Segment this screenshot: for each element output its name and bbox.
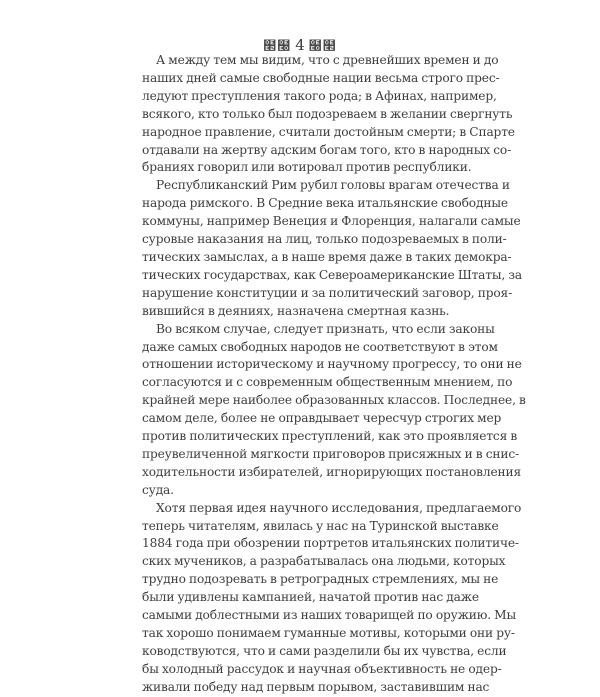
paragraph [142,321,526,500]
text-line: наших дней самые свободные нации весьма строго прес- [142,70,500,85]
text-line: Хотя первая идея научного исследования, предлагаемого [156,500,522,515]
text-line: суда. [142,482,174,497]
text-line: трудно подозревать в ретроградных стремлениях, мы не [142,572,499,587]
text-line: 1884 года при обозрении портретов итальянских политиче- [142,536,519,551]
text-line: против политических преступлений, как это проявляется в [142,429,518,444]
text-line: нарушение конституции и за политический заговор, проя- [142,285,513,300]
ornament-left-icon: ໢໠ [263,39,292,54]
text-line: А между тем мы видим, что с древнейших времен и до [156,53,499,67]
text-line: самыми доблестными из наших товарищей по оружию. Мы [142,608,517,623]
text-line: согласуются и с современным общественным мнением, по [142,375,513,390]
ornament-right-icon: ໠໢ [308,39,337,54]
text-line: были удивлены кампанией, начатой против нас даже [142,590,479,605]
text-line: народное правление, считали достойным смерти; в Спарте [142,124,515,139]
paragraph [142,52,515,177]
text-line: отношении историческому и научному прогрессу, то они не [142,357,522,372]
text-line: бы холодный рассудок и научная объективность не одер- [142,661,502,676]
text-line: ских мучеников, а разрабатывалась она людьми, которых [142,554,506,569]
text-line: даже самых свободных народов не соответствуют в этом [142,339,498,354]
text-line: коммуны, например Венеция и Флоренция, налагали самые [142,214,521,229]
text-line: теперь читателям, явилась у нас на Туринской выставке [142,518,499,533]
text-line: Во всяком случае, следует признать, что если законы [156,321,495,336]
text-line: крайней мере наиболее образованных классов. Последнее, в [142,393,526,408]
text-line: народа римского. В Средние века итальянские свободные [142,196,508,211]
text-line: отдавали на жертву адским богам того, кто в народных со- [142,142,512,157]
page-number: 4 [295,36,305,54]
text-line: браниях говорил или вотировал против республики. [142,160,472,175]
text-line: суровые наказания на лиц, только подозреваемых в поли- [142,232,507,247]
text-line: вившийся в деяниях, назначена смертная казнь. [142,303,450,318]
text-line: тических государствах, как Североамериканские Штаты, за [142,267,522,282]
paragraph [142,177,522,320]
text-line: тических замыслах, а в наше время даже в таких демокра- [142,249,512,264]
text-line: ходительности избирателей, игнорирующих постановления [142,464,522,479]
paragraph [142,500,522,697]
text-line: Республиканский Рим рубил головы врагам отечества и [156,178,510,193]
text-line: так хорошо понимаем гуманные мотивы, которыми они ру- [142,626,515,640]
text-line: преувеличенной мягкости приговоров присяжных и в снис- [142,446,520,461]
text-line: самом деле, более не оправдывает чересчур строгих мер [142,411,502,426]
text-line: живали победу над первым порывом, заставившим нас [142,679,490,694]
text-line: ководствуются, что и сами разделили бы их чувства, если [142,643,507,658]
text-line: всякого, кто только был подозреваем в желании свергнуть [142,106,513,121]
text-line: ледуют преступления такого рода; в Афинах, например, [142,88,497,103]
